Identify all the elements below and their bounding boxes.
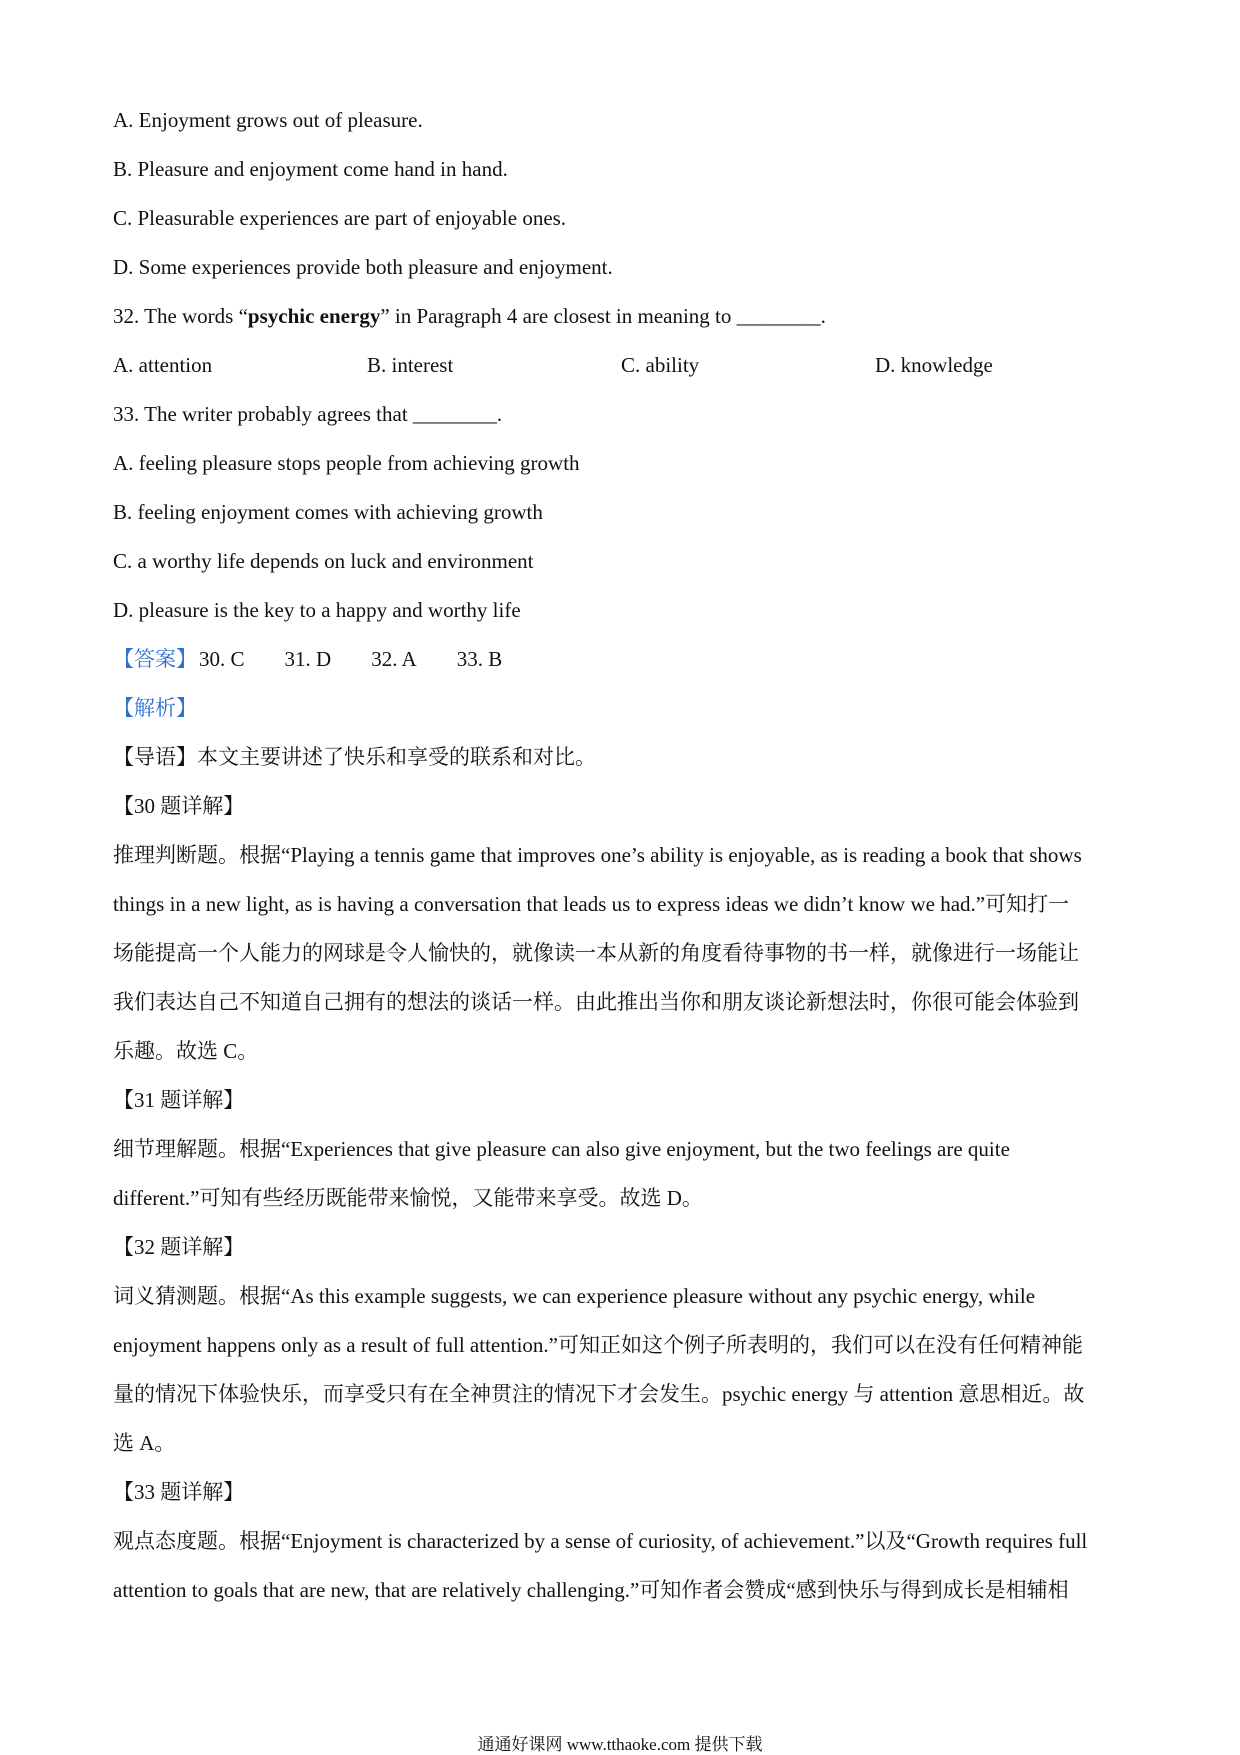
q32-stem (113, 302, 826, 330)
q33-option-d: D. pleasure is the key to a happy and worthy life (113, 598, 521, 622)
explanation-heading: 【33 题详解】 (113, 1480, 245, 1504)
q32-stem-pre: 32. The words “ (113, 304, 248, 328)
q31-option-a: A. Enjoyment grows out of pleasure. (113, 108, 423, 132)
q32-option-b: B. interest (367, 353, 454, 377)
explanation-line: 推理判断题。根据“Playing a tennis game that improves one’s ability is enjoyable, as is reading a book that shows (113, 843, 1082, 867)
answer-line (113, 645, 502, 673)
q33-option-a: A. feeling pleasure stops people from achieving growth (113, 451, 580, 475)
explanation-line: 选 A。 (113, 1431, 176, 1455)
explanation-heading: 【32 题详解】 (113, 1235, 245, 1259)
q33-stem: 33. The writer probably agrees that ________. (113, 402, 503, 426)
q33-option-b: B. feeling enjoyment comes with achieving growth (113, 500, 543, 524)
q32-option-d: D. knowledge (875, 353, 993, 377)
explanation-line: 观点态度题。根据“Enjoyment is characterized by a sense of curiosity, of achievement.”以及“Growth requires full (113, 1529, 1088, 1553)
q31-option-c: C. Pleasurable experiences are part of enjoyable ones. (113, 206, 567, 230)
intro-line: 【导语】本文主要讲述了快乐和享受的联系和对比。 (113, 745, 596, 769)
explanation-line: 我们表达自己不知道自己拥有的想法的谈话一样。由此推出当你和朋友谈论新想法时，你很可能会体验到 (113, 990, 1079, 1014)
explanation-line: enjoyment happens only as a result of full attention.”可知正如这个例子所表明的，我们可以在没有任何精神能 (113, 1333, 1083, 1357)
explanation-line: things in a new light, as is having a conversation that leads us to express ideas we didn’t know we had.”可知打一 (113, 892, 1070, 916)
explanation-line: 乐趣。故选 C。 (113, 1039, 259, 1063)
analysis-label: 【解析】 (113, 696, 197, 720)
answer-item: 32. A (371, 647, 417, 671)
q32-stem-bold: psychic energy (247, 304, 381, 328)
answer-label: 【答案】 (113, 647, 197, 671)
q31-option-b: B. Pleasure and enjoyment come hand in hand. (113, 157, 508, 181)
q32-stem-post: ” in Paragraph 4 are closest in meaning to ________. (380, 304, 826, 328)
q32-option-a: A. attention (113, 353, 213, 377)
explanation-line: different.”可知有些经历既能带来愉悦，又能带来享受。故选 D。 (113, 1186, 703, 1210)
explanation-line: 细节理解题。根据“Experiences that give pleasure can also give enjoyment, but the two feelings are quite (113, 1137, 1010, 1161)
explanation-line: 场能提高一个人能力的网球是令人愉快的，就像读一本从新的角度看待事物的书一样，就像进行一场能让 (113, 941, 1079, 965)
explanation-heading: 【30 题详解】 (113, 794, 245, 818)
explanation-heading: 【31 题详解】 (113, 1088, 245, 1112)
answer-item: 31. D (284, 647, 332, 671)
answer-item: 30. C (199, 647, 245, 671)
q31-option-d: D. Some experiences provide both pleasure and enjoyment. (113, 255, 613, 279)
answer-item: 33. B (456, 647, 503, 671)
explanation-line: 量的情况下体验快乐，而享受只有在全神贯注的情况下才会发生。psychic energy 与 attention 意思相近。故 (113, 1382, 1085, 1406)
q32-option-c: C. ability (621, 353, 700, 377)
explanation-line: 词义猜测题。根据“As this example suggests, we can experience pleasure without any psychic energy, while (113, 1284, 1036, 1308)
page-footer: 通通好课网 www.tthaoke.com 提供下载 (477, 1735, 763, 1754)
explanation-line: attention to goals that are new, that are relatively challenging.”可知作者会赞成“感到快乐与得到成长是相辅相 (113, 1578, 1069, 1602)
q32-options (113, 351, 1113, 379)
q33-option-c: C. a worthy life depends on luck and environment (113, 549, 534, 573)
